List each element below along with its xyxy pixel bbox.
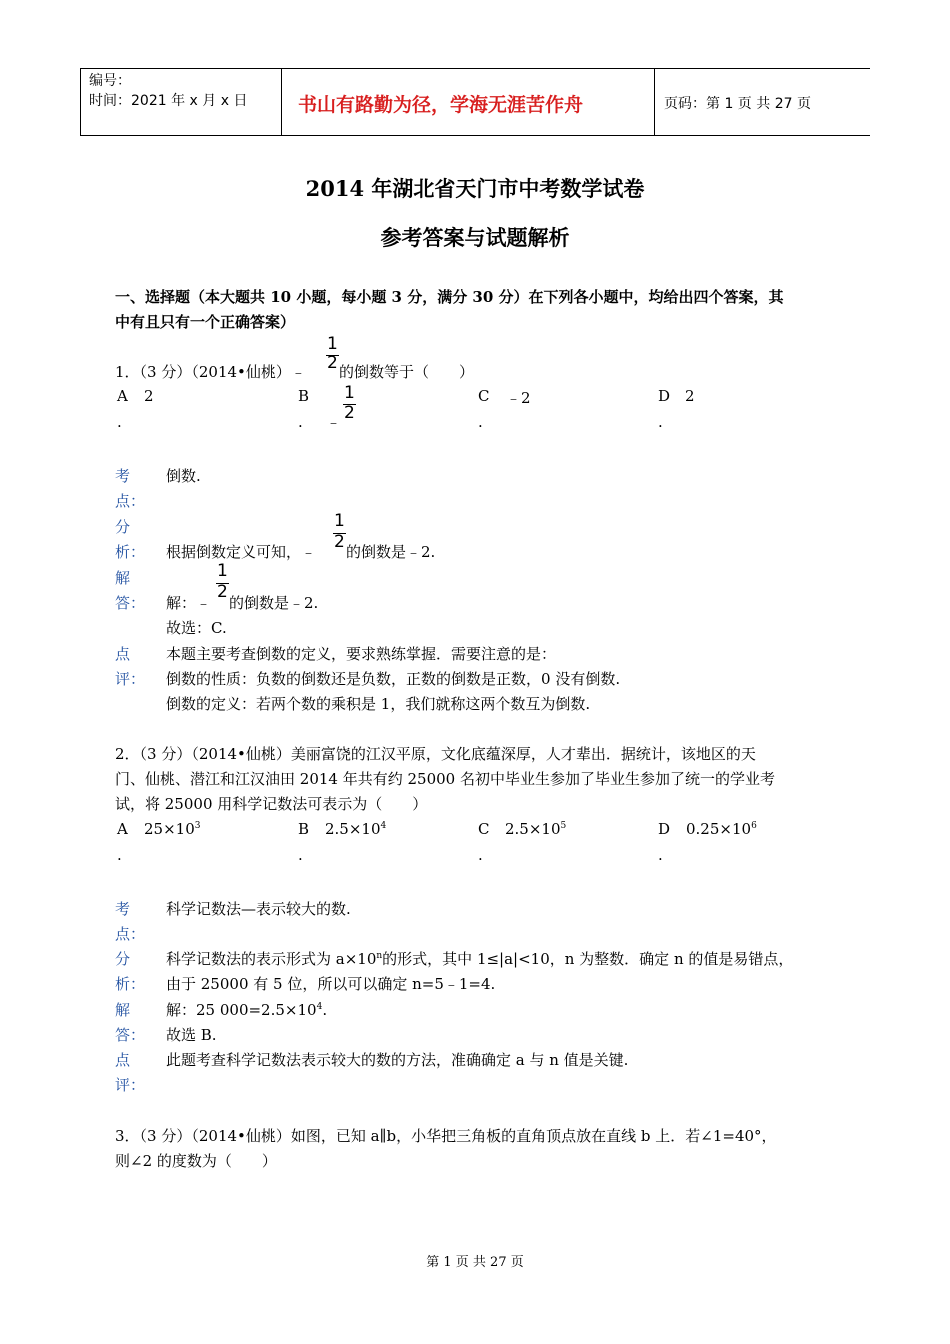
doc-subtitle: 参考答案与试题解析 xyxy=(380,225,570,250)
q1-jieda-post: 的倒数是﹣2. xyxy=(229,594,319,612)
q2-option-d-value xyxy=(686,820,757,838)
q2-label-ping: 评： xyxy=(115,1076,146,1094)
q1-dianping-1: 本题主要考查倒数的定义，要求熟练掌握．需要注意的是： xyxy=(166,645,557,663)
q2-dianping: 此题考查科学记数法表示较大的数的方法，准确确定 a 与 n 值是关键. xyxy=(166,1051,629,1069)
q2-stem-line1: 2．（3 分）（2014•仙桃）美丽富饶的江汉平原，文化底蕴深厚，人才辈出．据统计，该地区的天 xyxy=(115,745,756,763)
q2-option-b-base: 2.5×10 xyxy=(325,820,381,838)
q1-label-ping: 评： xyxy=(115,670,146,688)
q1-jieda-choice: 故选：C. xyxy=(166,619,227,637)
q1-label-fen: 分 xyxy=(115,518,131,536)
q1-dianping-3: 倒数的定义：若两个数的乘积是 1，我们就称这两个数互为倒数. xyxy=(166,695,591,713)
q2-option-b-letter: B xyxy=(298,820,310,838)
q1-option-d-dot: . xyxy=(658,413,663,431)
q1-label-dian2: 点 xyxy=(115,645,131,663)
q2-stem-line2: 门、仙桃、潜江和江汉油田 2014 年共有约 25000 名初中毕业生参加了毕业生参加了统一的学业考 xyxy=(115,770,775,788)
q2-option-a-dot: . xyxy=(117,846,122,864)
q2-jieda-2: 故选 B. xyxy=(166,1026,217,1044)
q2-label-xi: 析： xyxy=(115,975,146,993)
q2-option-b-exp: 4 xyxy=(380,821,387,831)
q1-frac-den: 2 xyxy=(327,353,338,373)
q2-fenxi-1sup: n xyxy=(376,951,383,961)
page-footer: 第 1 页 共 27 页 xyxy=(426,1255,524,1270)
q2-label-jie: 解 xyxy=(115,1001,131,1019)
q2-option-c-dot: . xyxy=(478,846,483,864)
section1-line1: 一、选择题（本大题共 10 小题，每小题 3 分，满分 30 分）在下列各小题中，均给出四个答案，其 xyxy=(115,288,784,306)
q3-stem-line1: 3．（3 分）（2014•仙桃）如图，已知 a∥b，小华把三角板的直角顶点放在直线 b 上．若∠1=40°， xyxy=(115,1127,777,1145)
q1-label-kao: 考 xyxy=(115,467,131,485)
page-info: 页码：第 1 页 共 27 页 xyxy=(664,96,811,112)
q1-frac-num: 1 xyxy=(327,334,338,354)
q2-label-dian2: 点 xyxy=(115,1051,131,1069)
q1-option-a-value: 2 xyxy=(144,387,154,405)
header-divider-2 xyxy=(654,68,655,135)
q2-option-d-dot: . xyxy=(658,846,663,864)
q2-option-d-letter: D xyxy=(658,820,671,838)
q1-option-d-value: 2 xyxy=(685,387,695,405)
q2-stem-line3: 试，将 25000 用科学记数法可表示为（ ） xyxy=(115,795,428,813)
q1-kaodian: 倒数. xyxy=(166,467,201,485)
q1-option-b-frac-num: 1 xyxy=(344,383,355,403)
section1-line2: 中有且只有一个正确答案） xyxy=(115,313,296,331)
header-divider-1 xyxy=(281,68,282,135)
header-bottom-rule xyxy=(80,135,870,136)
q2-option-c-letter: C xyxy=(478,820,490,838)
q2-jieda-1b: . xyxy=(322,1001,328,1019)
q1-option-d-letter: D xyxy=(658,387,671,405)
q2-label-da: 答： xyxy=(115,1026,146,1044)
q1-option-c-dot: . xyxy=(478,413,483,431)
header-divider-left-edge xyxy=(80,68,81,135)
q2-option-b-value xyxy=(325,820,386,838)
serial-label: 编号： xyxy=(89,73,131,89)
time-label: 时间：2021 年 x 月 x 日 xyxy=(89,93,248,109)
q2-fenxi-1a: 科学记数法的表示形式为 a×10 xyxy=(166,950,377,968)
q2-kaodian: 科学记数法—表示较大的数. xyxy=(166,900,351,918)
doc-title: 2014 年湖北省天门市中考数学试卷 xyxy=(305,176,645,201)
q2-option-c-exp: 5 xyxy=(560,821,567,831)
q1-option-b-frac-den: 2 xyxy=(344,403,355,423)
q2-jieda-1sup: 4 xyxy=(316,1002,323,1012)
q2-label-dian: 点： xyxy=(115,925,146,943)
q1-dianping-2: 倒数的性质：负数的倒数还是负数，正数的倒数是正数，0 没有倒数. xyxy=(166,670,621,688)
q1-jieda-frac-den: 2 xyxy=(217,582,228,602)
q3-stem-line2: 则∠2 的度数为（ ） xyxy=(115,1152,277,1170)
q2-fenxi-2: 由于 25000 有 5 位，所以可以确定 n=5﹣1=4. xyxy=(166,975,496,993)
q1-label-xi: 析： xyxy=(115,543,146,561)
q2-option-a-value xyxy=(144,820,200,838)
q1-fenxi-post: 的倒数是﹣2. xyxy=(346,543,436,561)
q2-label-fen: 分 xyxy=(115,950,131,968)
q1-option-c-letter: C xyxy=(478,387,490,405)
q2-fenxi-1 xyxy=(166,948,793,969)
q1-option-b-value: ﹣ xyxy=(326,413,342,431)
q1-option-c-value: ﹣2 xyxy=(506,389,531,407)
q2-jieda-1 xyxy=(166,999,327,1020)
q1-stem-suffix: 的倒数等于（ ） xyxy=(339,363,475,381)
q2-jieda-1a: 解：25 000=2.5×10 xyxy=(166,1001,317,1019)
header-top-rule xyxy=(80,68,870,69)
q2-option-c-value xyxy=(505,820,566,838)
q2-fenxi-1b: 的形式，其中 1≤|a|<10，n 为整数．确定 n 的值是易错点， xyxy=(382,950,794,968)
q2-option-c-base: 2.5×10 xyxy=(505,820,561,838)
q1-option-b-letter: B xyxy=(298,387,310,405)
q1-label-da: 答： xyxy=(115,594,146,612)
q2-option-a-base: 25×10 xyxy=(144,820,195,838)
q1-fenxi-frac-num: 1 xyxy=(334,511,345,531)
q2-option-a-letter: A xyxy=(117,820,128,838)
q1-jieda-pre: 解：﹣ xyxy=(166,594,212,612)
q1-stem-prefix: 1．（3 分）（2014•仙桃）﹣ xyxy=(115,363,306,381)
q2-label-kao: 考 xyxy=(115,900,131,918)
q1-fenxi-pre: 根据倒数定义可知，﹣ xyxy=(166,543,317,561)
q2-option-a-exp: 3 xyxy=(194,821,201,831)
q2-option-b-dot: . xyxy=(298,846,303,864)
q1-label-jie: 解 xyxy=(115,569,131,587)
q1-option-a-dot: . xyxy=(117,413,122,431)
q1-jieda-frac-num: 1 xyxy=(217,561,228,581)
q2-option-d-exp: 6 xyxy=(751,821,757,831)
q1-fenxi-frac-den: 2 xyxy=(334,532,345,552)
q2-option-d-base: 0.25×10 xyxy=(686,820,752,838)
q1-option-b-dot: . xyxy=(298,413,303,431)
header-motto: 书山有路勤为径，学海无涯苦作舟 xyxy=(298,94,584,116)
q1-option-a-letter: A xyxy=(117,387,128,405)
q1-label-dian: 点： xyxy=(115,492,146,510)
